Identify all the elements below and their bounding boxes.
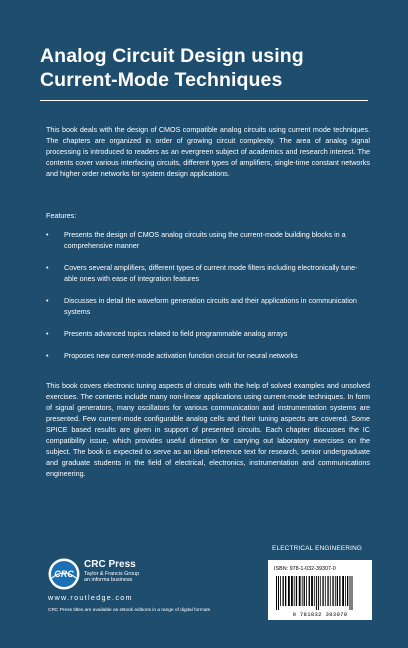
- barcode-bar: [302, 576, 303, 606]
- publisher-website: www.routledge.com: [48, 593, 133, 602]
- feature-text: Discusses in detail the waveform generation circuits and their applications in communication systems: [64, 296, 357, 316]
- intro-paragraph: This book deals with the design of CMOS compatible analog circuits using current mode techniques. The chapters are organized in order of growing circuit complexity. The area of analog signal processing is introduced to readers as an evergreen subject of academics and research interest. The contents cover various interfacing circuits, different types of amplifiers, single-time constant networks and higher order networks for system design applications.: [46, 125, 370, 178]
- isbn-text: ISBN: 978-1-032-39307-0: [274, 566, 336, 572]
- barcode-bar: [339, 576, 340, 606]
- barcode-bar: [316, 576, 317, 610]
- bullet-icon: •: [46, 296, 49, 305]
- features-list: [46, 229, 362, 372]
- barcode-bar: [299, 576, 301, 606]
- ebook-note: CRC Press titles are available as eBook editions in a range of digital formats: [48, 608, 211, 613]
- features-heading: Features:: [46, 211, 77, 220]
- barcode-bar: [342, 576, 344, 606]
- barcode-bar: [345, 576, 346, 606]
- barcode-bar: [320, 576, 321, 606]
- book-title-line-1: Analog Circuit Design using: [40, 45, 304, 67]
- barcode-bar: [311, 576, 313, 606]
- book-title: [40, 44, 380, 92]
- publisher-group: Taylor & Francis Group: [84, 571, 140, 577]
- feature-item: [46, 350, 362, 361]
- subject-category: ELECTRICAL ENGINEERING: [272, 545, 363, 552]
- feature-text: Presents the design of CMOS analog circuits using the current-mode building blocks in a comprehensive manner: [64, 230, 346, 250]
- feature-text: Presents advanced topics related to field programmable analog arrays: [64, 329, 288, 338]
- feature-item: [46, 262, 362, 284]
- feature-text: Proposes new current-mode activation function circuit for neural networks: [64, 351, 298, 360]
- barcode-bar: [325, 576, 326, 606]
- barcode-bar: [335, 576, 336, 606]
- feature-text: Covers several amplifiers, different types of current mode filters including electronically tune-able ones with ease of integration features: [64, 263, 358, 283]
- barcode-bar: [322, 576, 323, 606]
- barcode-bar: [309, 576, 310, 606]
- barcode-bar: [276, 576, 277, 610]
- barcode-bar: [337, 576, 338, 606]
- barcode-bar: [304, 576, 305, 606]
- book-title-line-2: Current-Mode Techniques: [40, 69, 283, 91]
- publisher-business: an informa business: [84, 577, 133, 584]
- barcode-bar: [291, 576, 293, 606]
- barcode-bar: [288, 576, 290, 606]
- crc-press-logo-icon: [48, 558, 80, 590]
- barcode-bar: [330, 576, 331, 606]
- barcode-bar: [296, 576, 297, 606]
- publisher-block: [84, 560, 139, 584]
- barcode-bar: [352, 576, 353, 610]
- barcode-bars: [274, 576, 366, 610]
- logo-text: CRC: [54, 569, 74, 579]
- isbn-barcode: [268, 560, 372, 620]
- feature-item: [46, 229, 362, 251]
- bullet-icon: •: [46, 329, 49, 338]
- barcode-number: 9 781032 393070: [292, 611, 348, 618]
- barcode-bar: [347, 576, 348, 606]
- barcode-bar: [285, 576, 286, 606]
- title-divider: [40, 100, 368, 101]
- bullet-icon: •: [46, 230, 49, 239]
- barcode-bar: [350, 576, 351, 610]
- barcode-bar: [314, 576, 315, 606]
- publisher-name: CRC Press: [84, 559, 136, 570]
- outro-paragraph: This book covers electronic tuning aspects of circuits with the help of solved examples and unsolved exercises. The contents include many non-linear applications using current-mode techniques. In form of signal generators, many oscillators for various communication and instrumentation systems are presented. Few current-mode configurable analog cells and their tuning aspects are covered. Some SPICE based results are given in support of presented circuits. Each chapter discusses the IC compatibility issue, which provides useful direction for carrying out laboratory exercises on the subject. The book is expected to serve as an ideal reference text for research, senior undergraduate and graduate students in the field of electrical, electronics, instrumentation and communications engineering.: [46, 381, 370, 478]
- feature-item: [46, 295, 362, 317]
- barcode-bar: [280, 576, 281, 606]
- barcode-bar: [318, 576, 319, 610]
- barcode-bar: [294, 576, 295, 606]
- barcode-bar: [332, 576, 333, 606]
- barcode-bar: [278, 576, 279, 610]
- barcode-bar: [306, 576, 307, 606]
- feature-item: [46, 328, 362, 339]
- bullet-icon: •: [46, 263, 49, 272]
- barcode-bar: [327, 576, 328, 606]
- bullet-icon: •: [46, 351, 49, 360]
- barcode-bar: [283, 576, 284, 606]
